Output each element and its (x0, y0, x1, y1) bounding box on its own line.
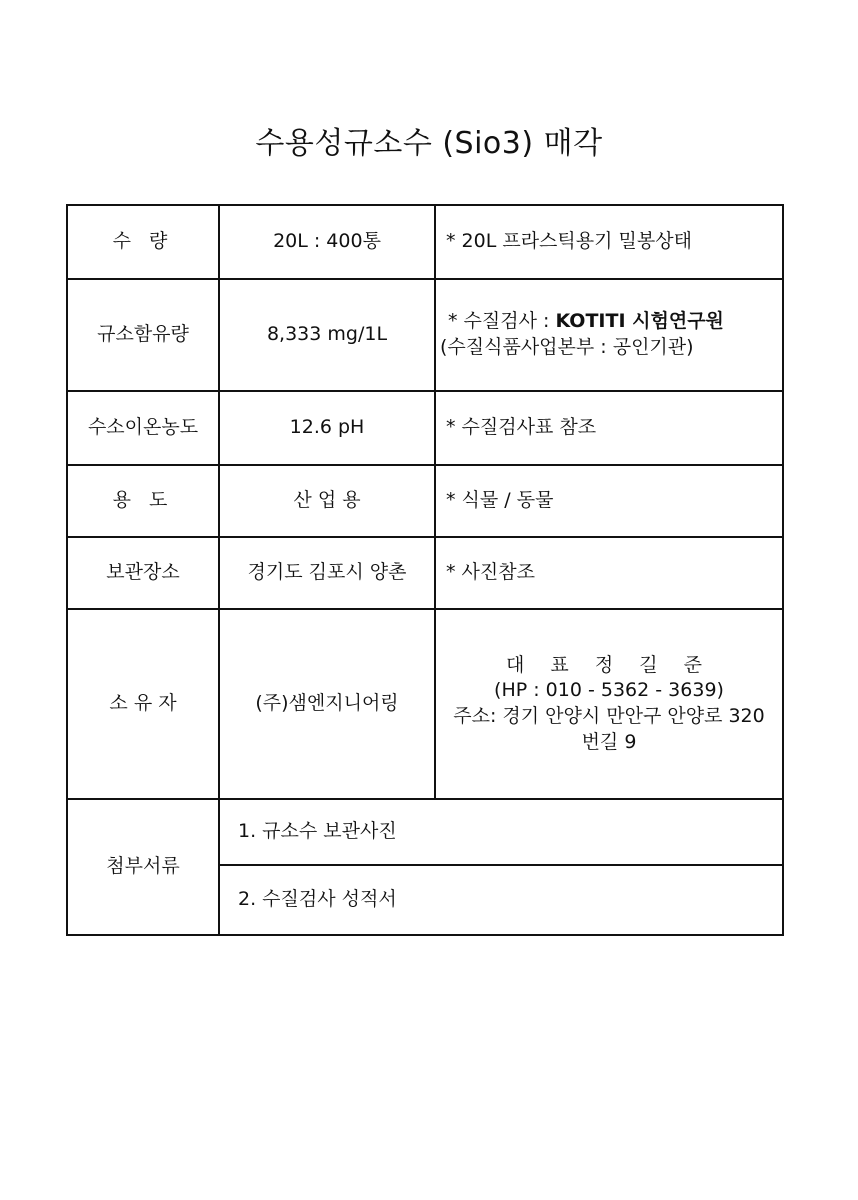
sale-info-table (66, 204, 784, 936)
label-ph: 수소이온농도 (67, 391, 219, 465)
note-test-division: (수질식품사업본부 : 공인기관) (440, 336, 694, 358)
note-ph: * 수질검사표 참조 (435, 391, 783, 465)
value-silicon-content: 8,333 mg/1L (219, 279, 435, 391)
owner-address-line2: 번길 9 (581, 730, 637, 753)
owner-phone: (HP : 010 - 5362 - 3639) (494, 679, 724, 702)
label-silicon-content: 규소함유량 (67, 279, 219, 391)
note-test-prefix: * 수질검사 : (448, 310, 556, 333)
owner-address-line1: 주소: 경기 안양시 만안구 안양로 320 (453, 705, 765, 727)
note-test-institute: KOTITI 시험연구원 (555, 310, 724, 333)
label-storage: 보관장소 (67, 537, 219, 609)
table-row-attachment-1 (67, 799, 783, 865)
label-quantity: 수 량 (67, 205, 219, 279)
note-quantity: * 20L 프라스틱용기 밀봉상태 (435, 205, 783, 279)
table-row-storage (67, 537, 783, 609)
table-row-usage (67, 465, 783, 537)
value-ph: 12.6 pH (219, 391, 435, 465)
table-row-owner (67, 609, 783, 799)
note-silicon-content (435, 279, 783, 391)
label-usage: 용 도 (67, 465, 219, 537)
attachment-item-2: 2. 수질검사 성적서 (219, 865, 783, 935)
note-storage: * 사진참조 (435, 537, 783, 609)
value-quantity: 20L : 400통 (219, 205, 435, 279)
note-usage: * 식물 / 동물 (435, 465, 783, 537)
owner-contact (435, 609, 783, 799)
value-usage: 산 업 용 (219, 465, 435, 537)
label-attachments: 첨부서류 (67, 799, 219, 935)
table-row-quantity (67, 205, 783, 279)
table-row-ph (67, 391, 783, 465)
value-storage: 경기도 김포시 양촌 (219, 537, 435, 609)
value-owner-company: (주)샘엔지니어링 (219, 609, 435, 799)
table-row-silicon-content (67, 279, 783, 391)
label-owner: 소 유 자 (67, 609, 219, 799)
attachment-item-1: 1. 규소수 보관사진 (219, 799, 783, 865)
document-title: 수용성규소수 (Sio3) 매각 (255, 126, 603, 161)
owner-representative: 대 표 정 길 준 (506, 653, 712, 676)
